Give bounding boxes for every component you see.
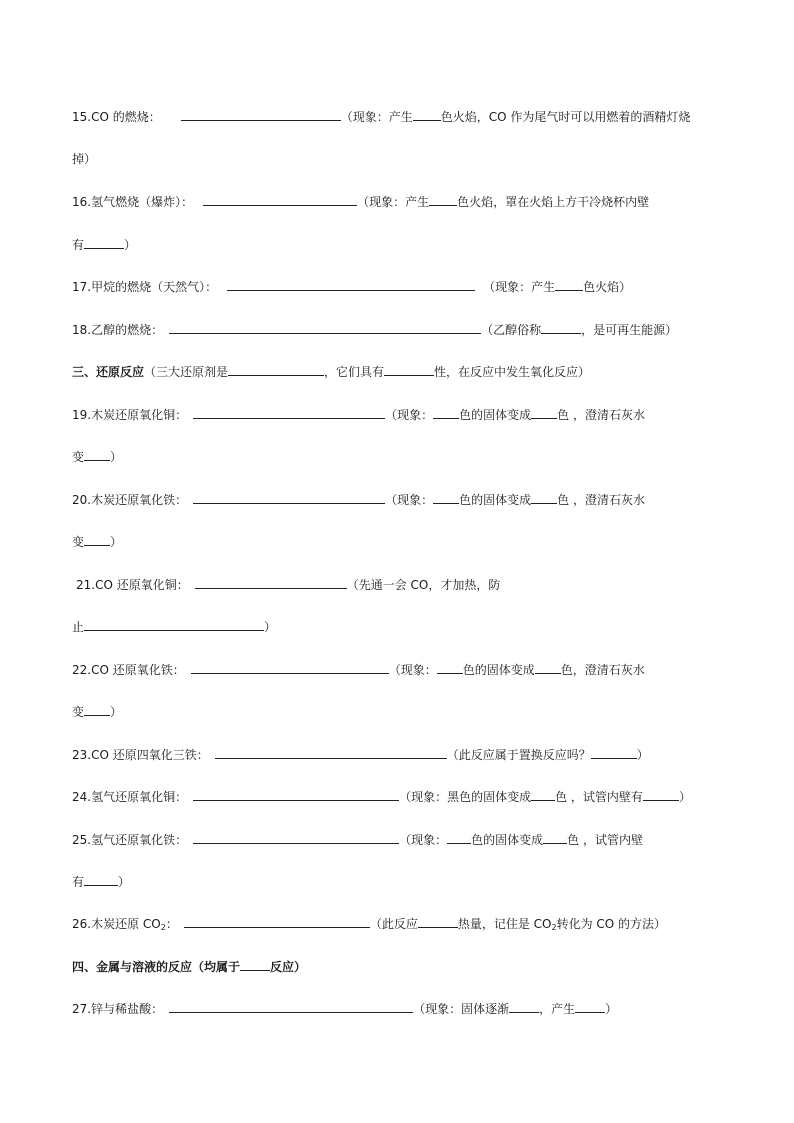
item-17: 17.甲烷的燃烧（天然气）： （现象：产生 色火焰）	[72, 280, 632, 294]
item-20: 20.木炭还原氧化铁： （现象： 色的固体变成 色 ，澄清石灰水	[72, 493, 645, 507]
answer-blank[interactable]	[193, 491, 385, 504]
answer-blank[interactable]	[169, 321, 481, 334]
item-25-cont: 有 ）	[72, 875, 131, 889]
answer-blank[interactable]	[531, 491, 557, 504]
item-16-cont: 有 ）	[72, 238, 137, 252]
answer-blank[interactable]	[84, 618, 264, 631]
answer-blank[interactable]	[437, 661, 463, 674]
answer-blank[interactable]	[447, 831, 471, 844]
item-20-cont: 变 ）	[72, 535, 123, 549]
answer-blank[interactable]	[181, 108, 341, 121]
answer-blank[interactable]	[84, 236, 124, 249]
item-15-cont: 掉）	[72, 152, 97, 166]
answer-blank[interactable]	[240, 958, 270, 971]
item-21-cont: 止 ）	[72, 620, 277, 634]
section-3-heading: 三、还原反应（三大还原剂是 ，它们具有 性，在反应中发生氧化反应）	[72, 365, 591, 379]
item-16: 16.氢气燃烧（爆炸）： （现象：产生 色火焰，罩在火焰上方干冷烧杯内壁	[72, 195, 650, 209]
item-24: 24.氢气还原氧化铜： （现象：黑色的固体变成 色 ，试管内壁有 ）	[72, 790, 691, 804]
item-25: 25.氢气还原氧化铁： （现象： 色的固体变成 色 ，试管内壁	[72, 833, 643, 847]
answer-blank[interactable]	[84, 873, 118, 886]
answer-blank[interactable]	[509, 1000, 539, 1013]
answer-blank[interactable]	[418, 915, 458, 928]
answer-blank[interactable]	[555, 278, 583, 291]
answer-blank[interactable]	[531, 406, 557, 419]
section-4-heading: 四、金属与溶液的反应（均属于 反应）	[72, 960, 307, 974]
answer-blank[interactable]	[195, 576, 347, 589]
answer-blank[interactable]	[433, 406, 459, 419]
answer-blank[interactable]	[433, 491, 459, 504]
item-19: 19.木炭还原氧化铜： （现象： 色的固体变成 色 ，澄清石灰水	[72, 408, 645, 422]
answer-blank[interactable]	[643, 788, 679, 801]
answer-blank[interactable]	[541, 321, 581, 334]
answer-blank[interactable]	[193, 406, 385, 419]
answer-blank[interactable]	[575, 1000, 605, 1013]
answer-blank[interactable]	[193, 831, 399, 844]
item-22: 22.CO 还原氧化铁： （现象： 色的固体变成 色，澄清石灰水	[72, 663, 645, 677]
answer-blank[interactable]	[228, 363, 324, 376]
item-21: 21.CO 还原氧化铜： （先通一会 CO，才加热，防	[76, 578, 501, 592]
answer-blank[interactable]	[227, 278, 475, 291]
answer-blank[interactable]	[193, 788, 399, 801]
item-18: 18.乙醇的燃烧： （乙醇俗称 ，是可再生能源）	[72, 323, 678, 337]
answer-blank[interactable]	[203, 193, 357, 206]
answer-blank[interactable]	[429, 193, 457, 206]
item-27: 27.锌与稀盐酸： （现象：固体逐渐 ，产生 ）	[72, 1002, 618, 1016]
answer-blank[interactable]	[169, 1000, 413, 1013]
answer-blank[interactable]	[191, 661, 389, 674]
answer-blank[interactable]	[543, 831, 567, 844]
answer-blank[interactable]	[384, 363, 434, 376]
answer-blank[interactable]	[84, 703, 110, 716]
answer-blank[interactable]	[215, 746, 447, 759]
item-19-cont: 变 ）	[72, 450, 123, 464]
answer-blank[interactable]	[535, 661, 561, 674]
answer-blank[interactable]	[84, 448, 110, 461]
item-15: 15.CO 的燃烧： （现象：产生 色火焰，CO 作为尾气时可以用燃着的酒精灯烧	[72, 110, 691, 124]
answer-blank[interactable]	[531, 788, 555, 801]
item-23: 23.CO 还原四氧化三铁： （此反应属于置换反应吗？ ）	[72, 748, 649, 762]
item-26: 26.木炭还原 $CO_2$： （此反应 热量，记住是 $CO_2$转化为 CO 的方法）	[72, 917, 667, 932]
answer-blank[interactable]	[413, 108, 441, 121]
item-22-cont: 变 ）	[72, 705, 123, 719]
answer-blank[interactable]	[591, 746, 637, 759]
answer-blank[interactable]	[184, 915, 370, 928]
answer-blank[interactable]	[84, 533, 110, 546]
